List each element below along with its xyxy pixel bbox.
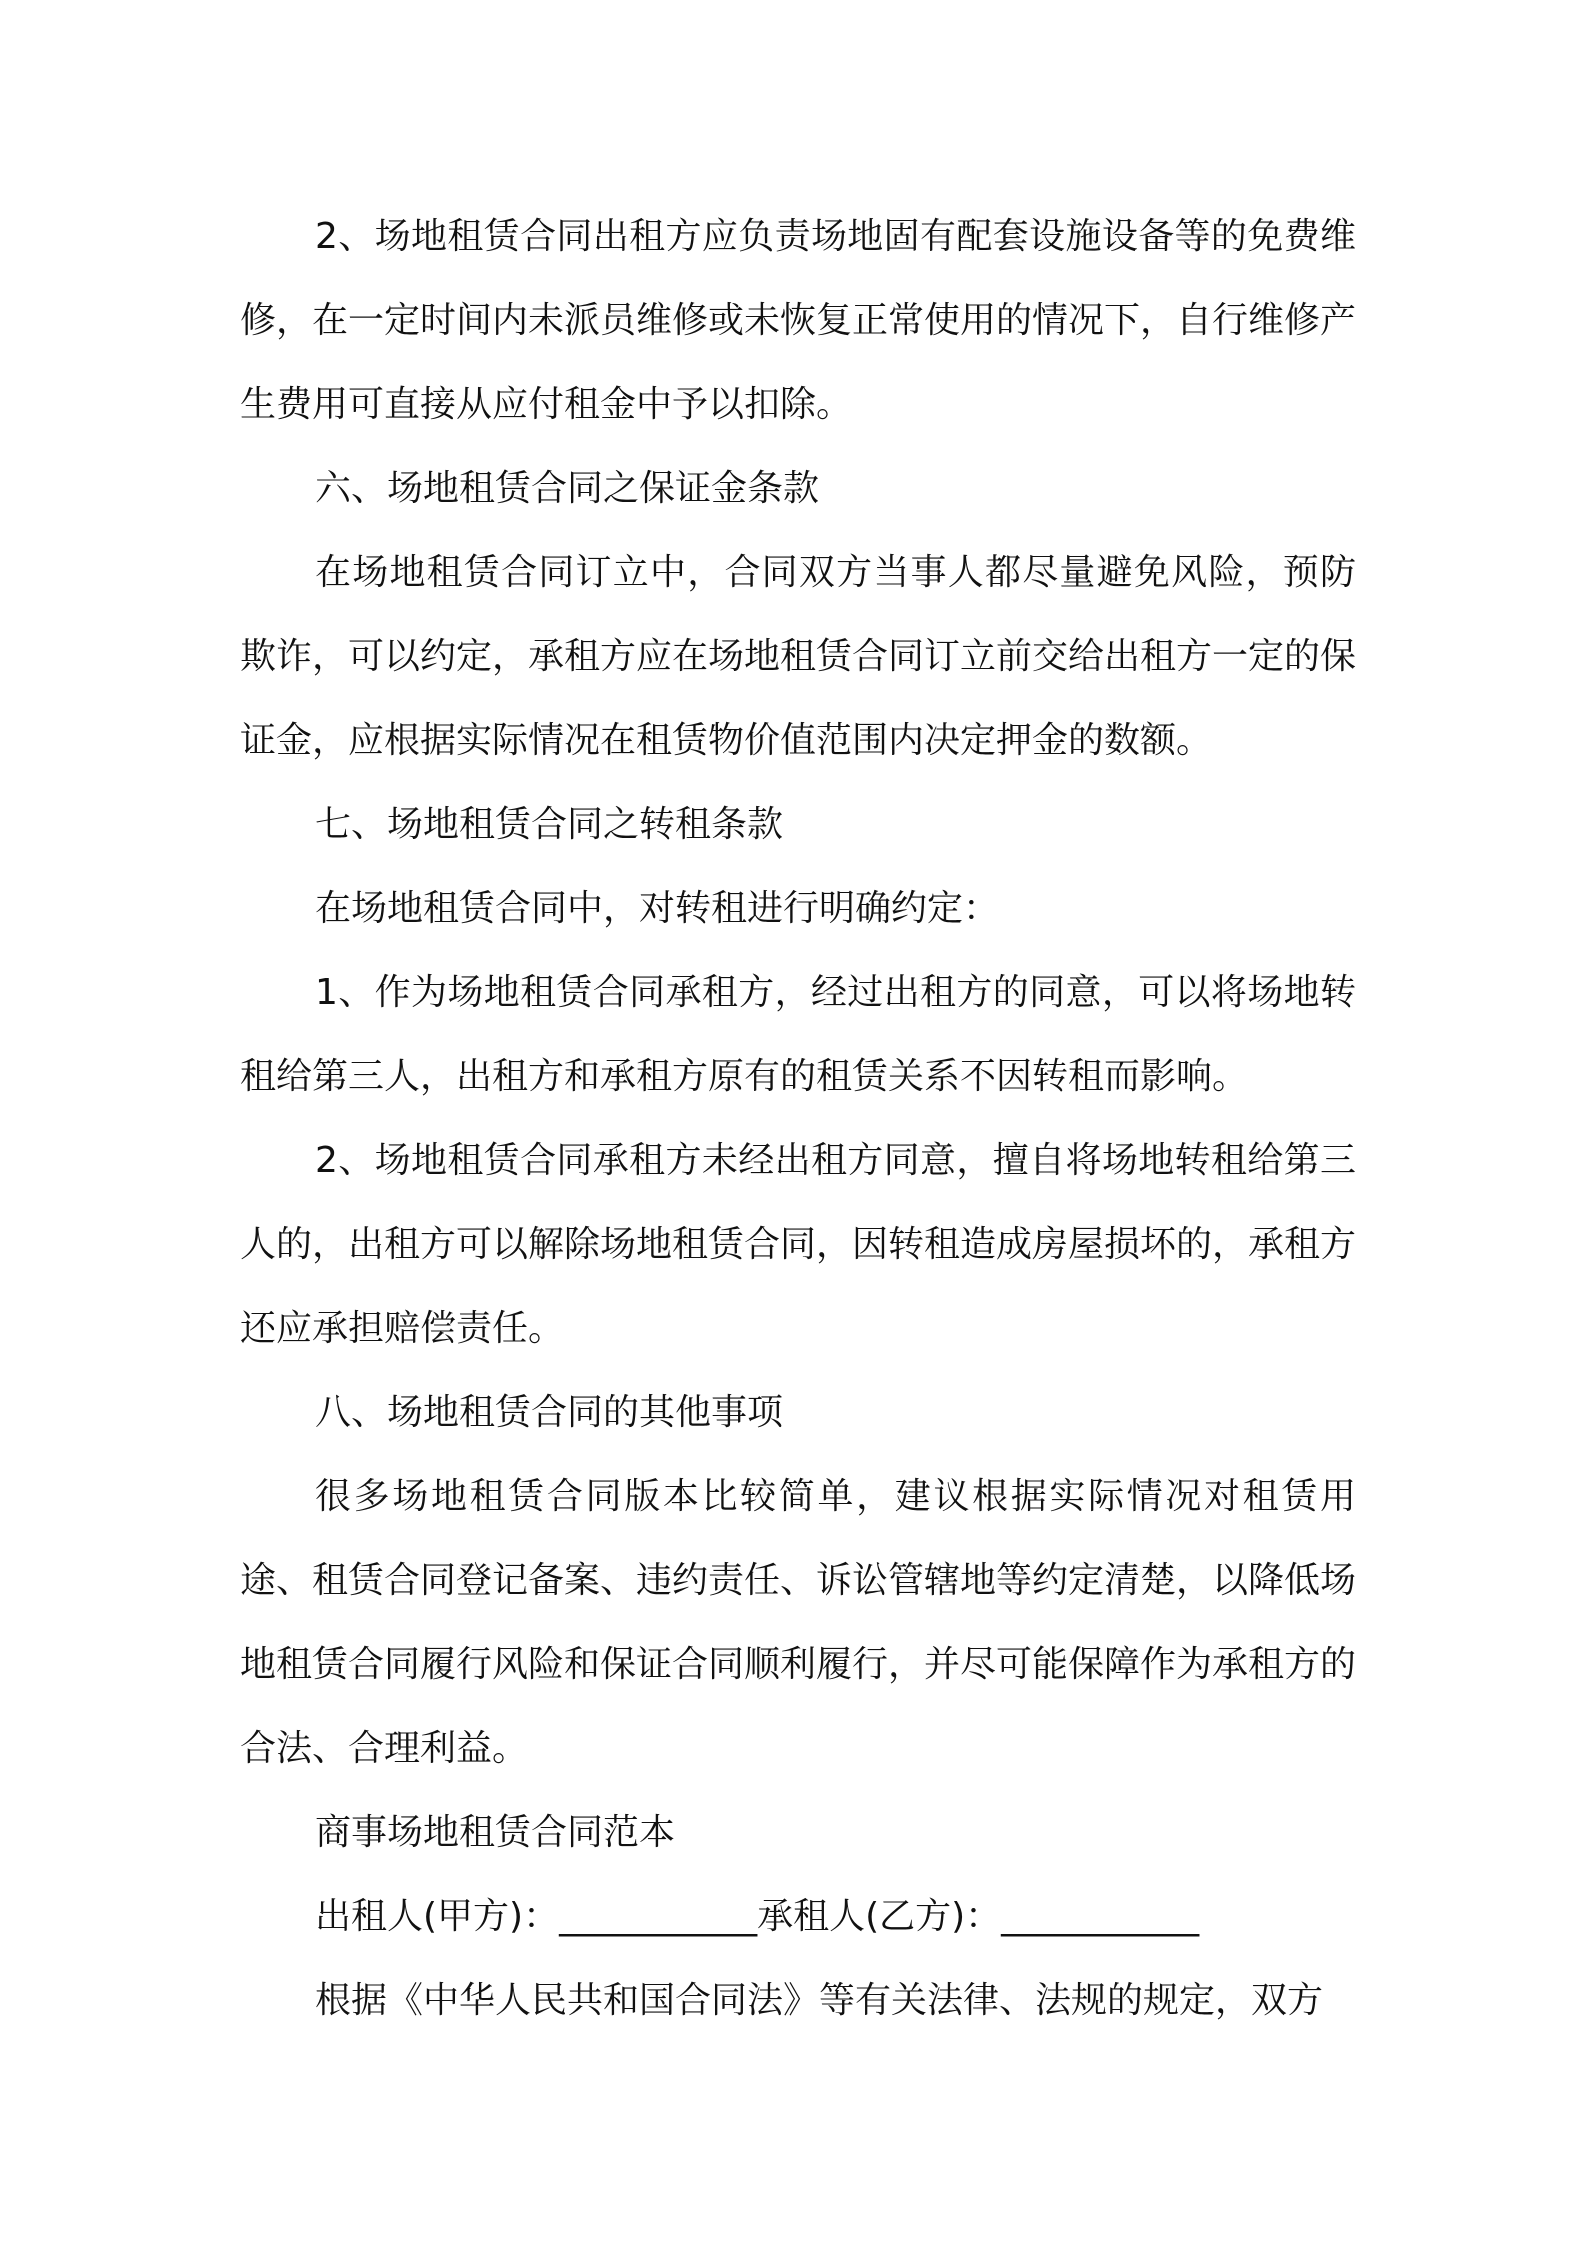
paragraph-legal-basis: 根据《中华人民共和国合同法》等有关法律、法规的规定，双方 (315, 1980, 1324, 2021)
document-body (240, 195, 1356, 2043)
paragraph-repair-clause: 2、场地租赁合同出租方应负责场地固有配套设施设备等的免费维修，在一定时间内未派员维修或未恢复正常使用的情况下，自行维修产生费用可直接从应付租金中予以扣除。 (240, 216, 1357, 425)
paragraph-parties: 出租人(甲方)：___________承租人(乙方)：___________ (315, 1896, 1200, 1937)
paragraph-deposit: 在场地租赁合同订立中，合同双方当事人都尽量避免风险，预防欺诈，可以约定，承租方应在场地租赁合同订立前交给出租方一定的保证金，应根据实际情况在租赁物价值范围内决定押金的数额。 (240, 552, 1357, 761)
paragraph-sublease-item-1: 1、作为场地租赁合同承租方，经过出租方的同意，可以将场地转租给第三人，出租方和承租方原有的租赁关系不因转租而影响。 (240, 972, 1356, 1097)
heading-sublease-clause: 七、场地租赁合同之转租条款 (315, 804, 784, 845)
heading-other-matters: 八、场地租赁合同的其他事项 (315, 1392, 784, 1433)
paragraph-sublease-item-2: 2、场地租赁合同承租方未经出租方同意，擅自将场地转租给第三人的，出租方可以解除场地租赁合同，因转租造成房屋损坏的，承租方还应承担赔偿责任。 (240, 1140, 1357, 1349)
paragraph-sublease-intro: 在场地租赁合同中，对转租进行明确约定： (315, 888, 1000, 929)
heading-deposit-clause: 六、场地租赁合同之保证金条款 (315, 468, 820, 509)
paragraph-other-matters: 很多场地租赁合同版本比较简单，建议根据实际情况对租赁用途、租赁合同登记备案、违约责任、诉讼管辖地等约定清楚，以降低场地租赁合同履行风险和保证合同顺利履行，并尽可能保障作为承租方的合法、合理利益。 (240, 1476, 1357, 1769)
heading-contract-template: 商事场地租赁合同范本 (315, 1812, 676, 1853)
